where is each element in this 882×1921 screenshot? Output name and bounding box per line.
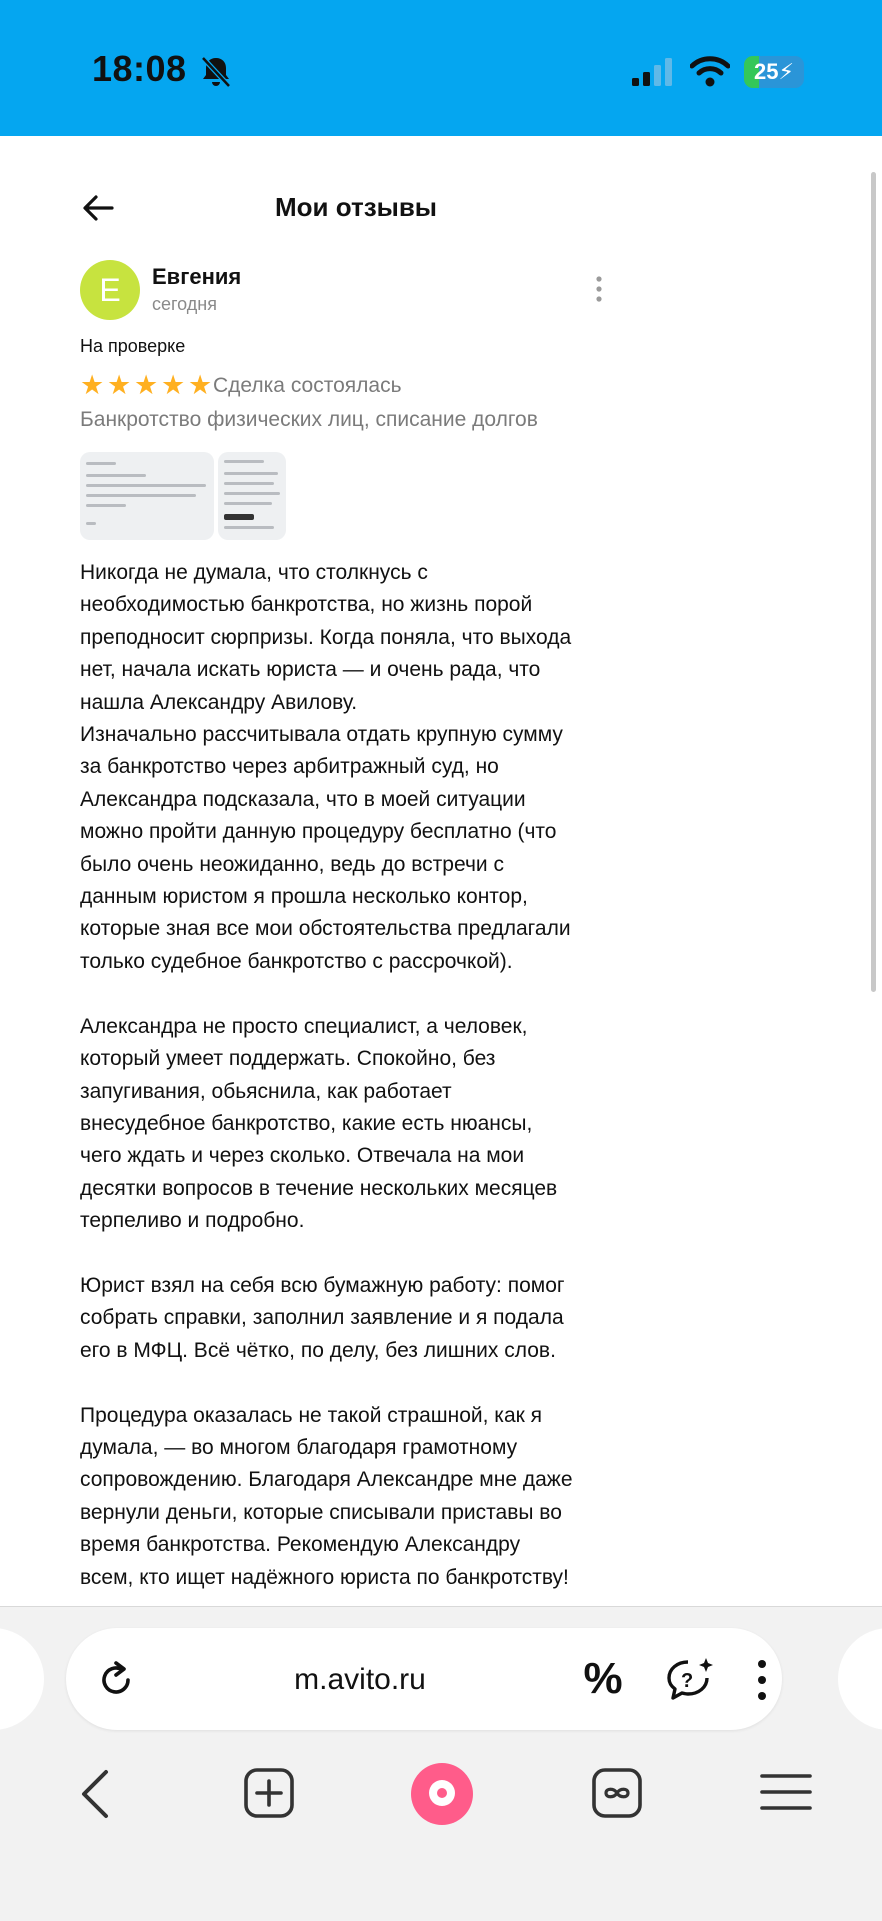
cellular-signal-icon (632, 58, 676, 86)
status-bar (0, 0, 882, 136)
deal-status: Сделка состоялась (213, 374, 402, 397)
battery-level: 25 (754, 59, 779, 84)
bell-muted-icon (196, 52, 236, 92)
battery-indicator (744, 56, 804, 88)
star-icon: ★ (188, 370, 213, 400)
avatar: Е (80, 260, 140, 320)
star-icon: ★ (107, 370, 132, 400)
page-title: Мои отзывы (274, 192, 438, 222)
star-icon: ★ (161, 370, 186, 400)
rating-stars (80, 372, 215, 402)
moderation-status: На проверке (80, 336, 186, 356)
address-url[interactable]: m.avito.ru (294, 1663, 426, 1696)
more-vertical-icon[interactable] (584, 274, 614, 304)
review-photo[interactable] (218, 452, 286, 540)
more-vertical-icon[interactable] (752, 1656, 772, 1704)
star-icon: ★ (134, 370, 159, 400)
status-time: 18:08 (92, 48, 187, 89)
alice-icon[interactable] (410, 1762, 474, 1826)
review-photo[interactable] (80, 452, 214, 540)
review-service: Банкротство физических лиц, списание долгов (80, 408, 538, 431)
review-text: Никогда не думала, что столкнусь с необходимостью банкротства, но жизнь порой преподносит сюрпризы. Когда поняла, что выхода нет, начала искать юриста — и очень рада, что нашла Александру Авилову. Изначально рассчитывала отдать крупную сумму за банкротство через арбитражный суд, но Александра подсказала, что в моей ситуации можно пройти данную процедуру бесплатно (что было очень неожиданно, ведь до встречи с данным юристом я прошла несколько контор, которые зная все мои обстоятельства предлагали только судебное банкротство с рассрочкой). Александра не просто специалист, а человек, который умеет поддержать. Спокойно, без запугивания, обьяснила, как работает внесудебное банкротство, какие есть нюансы, чего ждать и через сколько. Отвечала на мои десятки вопросов в течение нескольких месяцев терпеливо и подробно. Юрист взял на себя всю бумажную работу: помог собрать справки, заполнил заявление и я подала его в МФЦ. Всё чётко, по делу, без лишних слов. Процедура оказалась не такой страшной, как я думала, — во многом благодаря грамотному сопровождению. Благодаря Александре мне даже вернули деньги, которые списывали приставы во время банкротства. Рекомендую Александру всем, кто ищет надёжного юриста по банкротству! (80, 561, 573, 1589)
star-icon: ★ (80, 370, 105, 400)
nav-back-icon[interactable] (74, 1768, 118, 1820)
tabs-icon[interactable] (590, 1766, 644, 1820)
new-tab-icon[interactable] (242, 1766, 296, 1820)
discount-button[interactable]: % (583, 1654, 623, 1703)
review-date: сегодня (152, 294, 217, 314)
reload-icon[interactable] (94, 1658, 138, 1702)
wifi-icon (690, 54, 730, 88)
hamburger-menu-icon[interactable] (760, 1772, 812, 1812)
svg-text:?: ? (681, 1670, 694, 1692)
review-author: Евгения (152, 264, 242, 289)
scrollbar[interactable] (871, 172, 876, 992)
chat-sparkle-icon[interactable] (664, 1654, 718, 1706)
charging-bolt-icon: ⚡ (778, 59, 794, 84)
